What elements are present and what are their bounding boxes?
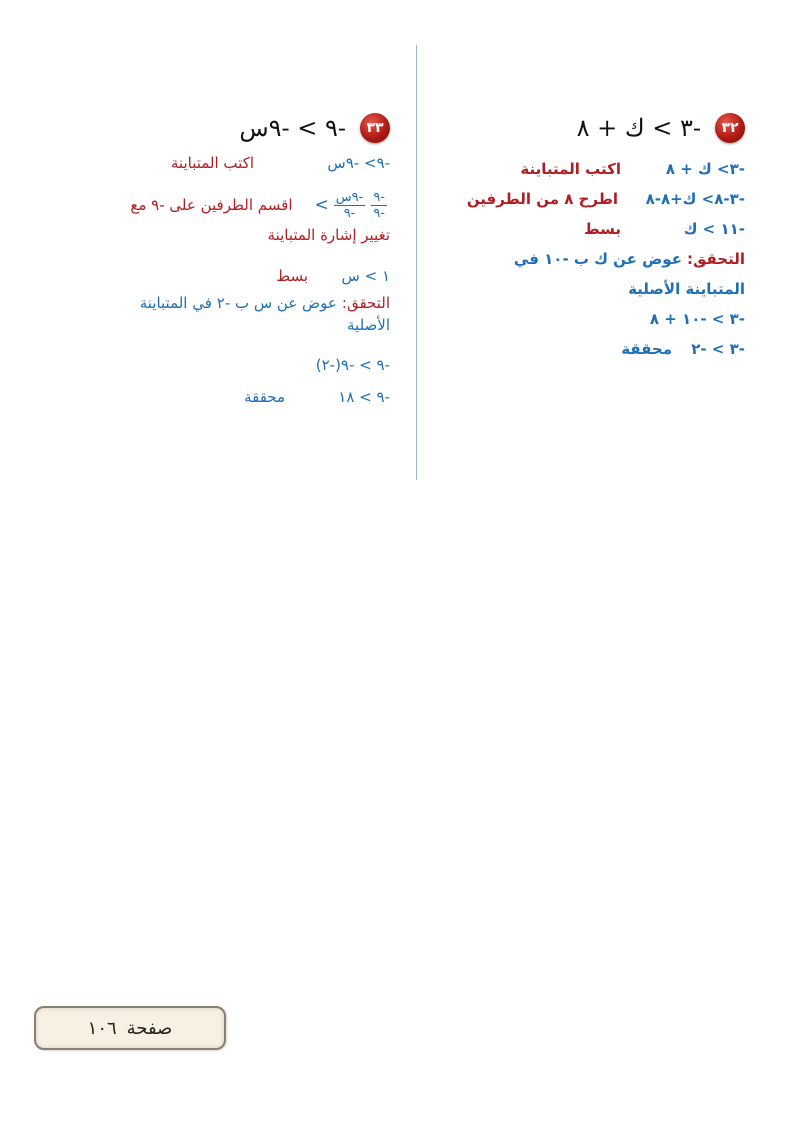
problem-number-badge: ٣٢ [715, 113, 745, 143]
problem-statement: -٣ > ك + ٨ [576, 114, 701, 142]
fraction [334, 190, 366, 221]
step-line [425, 220, 745, 250]
step-expression: -٩> -٩س [327, 154, 390, 172]
step-note: اكتب المتباينة [520, 160, 621, 178]
step-line [425, 340, 745, 370]
step-expression: -٩ > -٩(-٢) [315, 356, 390, 374]
problem-33 [78, 108, 390, 412]
page-number-label [34, 1006, 226, 1050]
problem-statement: -٩ > -٩س [239, 114, 346, 142]
step-line [78, 258, 390, 294]
fraction-denominator: -٩ [343, 205, 356, 221]
step-expression: -٣> ك + ٨ [665, 160, 745, 178]
step-note: بسط [276, 267, 308, 285]
step-note: محققة [621, 340, 672, 358]
step-expression: -١١ > ك [683, 220, 745, 238]
check-text: عوض عن ك ب -١٠ في [513, 250, 682, 268]
problem-32 [425, 108, 745, 370]
check-line [78, 294, 390, 316]
check-text: الأصلية [347, 316, 390, 334]
check-text: المتباينة الأصلية [628, 280, 745, 298]
step-line [425, 310, 745, 340]
step-expression: -٣-٨> ك+٨-٨ [645, 190, 745, 208]
step-expression: -٩ > ١٨ [338, 388, 390, 406]
step-expression: ١ > س [341, 267, 390, 285]
step-note: اكتب المتباينة [170, 154, 254, 172]
fraction-numerator: -٩ [373, 189, 385, 205]
step-line [425, 160, 745, 190]
check-label: التحقق: [341, 294, 390, 312]
step-line [78, 184, 390, 226]
problem-33-header [78, 108, 390, 148]
step-expression: -٣ > -١٠ + ٨ [649, 310, 745, 328]
step-line [78, 154, 390, 184]
step-line [425, 190, 745, 220]
step-expression: -٣ > -٢ [691, 340, 745, 358]
fraction-numerator: -٩س [335, 189, 364, 205]
column-divider [416, 45, 417, 480]
page-label-word: صفحة [126, 1017, 173, 1039]
check-label: التحقق: [686, 250, 745, 268]
page-number: ١٠٦ [87, 1017, 117, 1039]
step-note: اقسم الطرفين على -٩ مع [130, 196, 293, 214]
fraction-denominator: -٩ [373, 205, 385, 221]
step-note: اطرح ٨ من الطرفين [466, 190, 618, 208]
step-line [78, 226, 390, 258]
check-text: عوض عن س ب -٢ في المتباينة [139, 294, 337, 312]
step-line [78, 382, 390, 412]
step-note: تغيير إشارة المتباينة [267, 226, 390, 244]
check-line [78, 316, 390, 348]
step-note: محققة [244, 388, 285, 406]
inequality-sign: > [314, 195, 329, 215]
fraction [371, 190, 387, 221]
step-note: بسط [584, 220, 621, 238]
step-line [78, 348, 390, 382]
problem-32-header [425, 108, 745, 148]
check-line [425, 250, 745, 280]
problem-number-badge: ٣٣ [360, 113, 390, 143]
check-line [425, 280, 745, 310]
